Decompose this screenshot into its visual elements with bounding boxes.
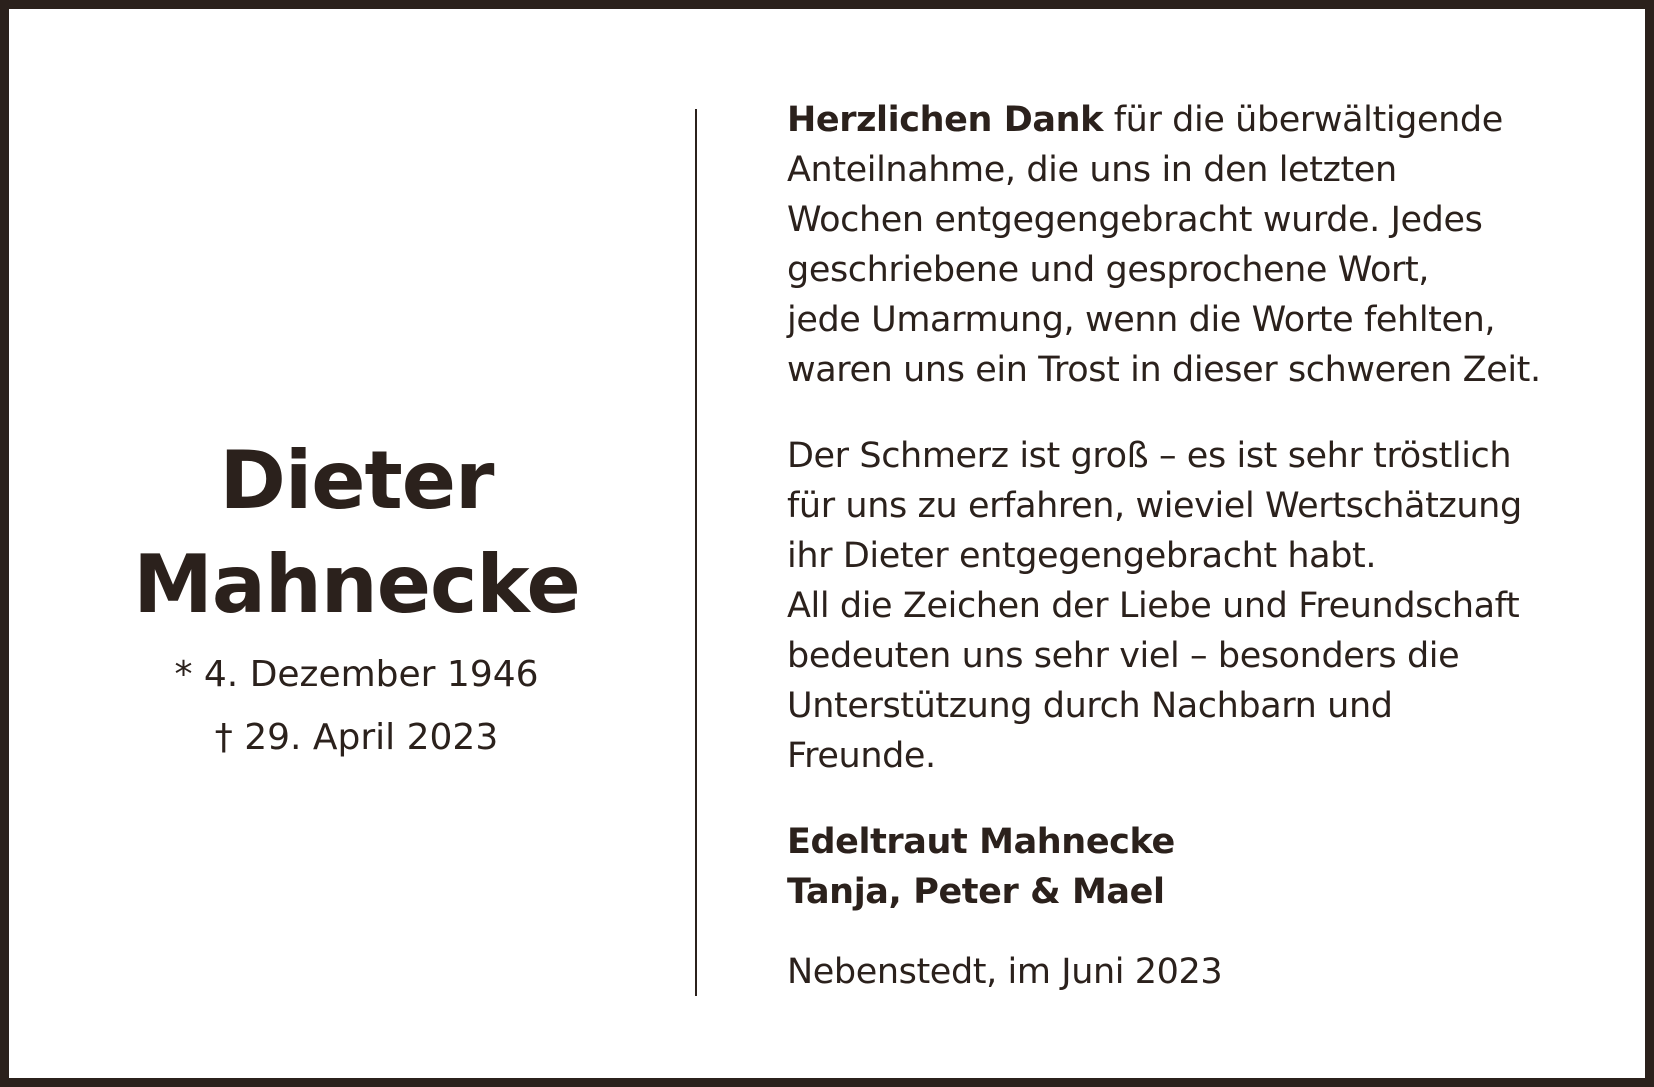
thanks-heading: Herzlichen Dank (787, 100, 1104, 140)
signature-name: Edeltraut Mahnecke (787, 822, 1175, 862)
signature-block (787, 817, 1627, 917)
message-block (787, 95, 1627, 997)
paragraph-spacer (787, 781, 1627, 817)
text-line: All die Zeichen der Liebe und Freundschaft (787, 586, 1520, 626)
text-line: Freunde. (787, 736, 936, 776)
text-line: Unterstützung durch Nachbarn und (787, 686, 1393, 726)
text-line: Anteilnahme, die uns in den letzten (787, 150, 1397, 190)
signature-name: Tanja, Peter & Mael (787, 872, 1165, 912)
text-line: für uns zu erfahren, wieviel Wertschätzung (787, 486, 1522, 526)
paragraph-spacer (787, 395, 1627, 431)
text-line: jede Umarmung, wenn die Worte fehlten, (787, 300, 1496, 340)
vertical-divider (695, 109, 697, 996)
death-date: † 29. April 2023 (214, 717, 499, 758)
grief-paragraph (787, 431, 1627, 781)
text-line (787, 95, 1627, 145)
text-line: ihr Dieter entgegengebracht habt. (787, 536, 1377, 576)
text-line: Wochen entgegengebracht wurde. Jedes (787, 200, 1483, 240)
deceased-first-name: Dieter (219, 434, 494, 527)
text-line: Der Schmerz ist groß – es ist sehr tröstlich (787, 436, 1512, 476)
text-line: geschriebene und gesprochene Wort, (787, 250, 1430, 290)
place-and-date: Nebenstedt, im Juni 2023 (787, 952, 1223, 992)
text-line: waren uns ein Trost in dieser schweren Zeit. (787, 350, 1541, 390)
text-line: bedeuten uns sehr viel – besonders die (787, 636, 1460, 676)
deceased-block (49, 429, 664, 769)
birth-date: * 4. Dezember 1946 (174, 654, 539, 695)
text-line-part: für die überwältigende (1103, 100, 1503, 140)
deceased-last-name: Mahnecke (133, 538, 580, 631)
thanks-paragraph (787, 95, 1627, 395)
paragraph-spacer (787, 917, 1627, 947)
